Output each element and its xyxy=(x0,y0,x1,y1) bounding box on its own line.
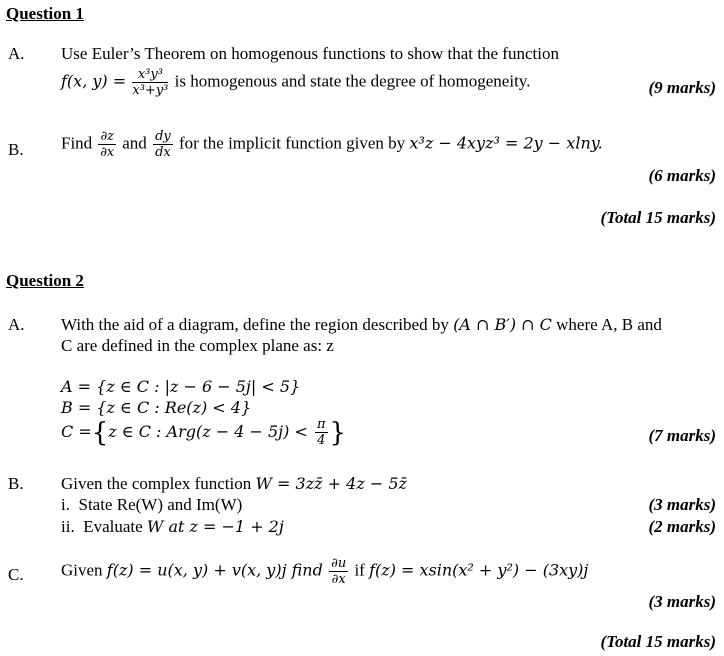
q2-b-item-ii xyxy=(61,518,284,535)
q1-total-marks: (Total 15 marks) xyxy=(600,208,716,227)
q2-a-set-c-fraction xyxy=(315,418,328,447)
q2-b-function: W = 3zz̄ + 4z − 5z̄ xyxy=(255,474,407,493)
q2-c-line xyxy=(61,557,588,586)
q2-a-line1-text: With the aid of a diagram, define the region described by xyxy=(61,315,449,334)
q1-b-frac1-numerator: ∂z xyxy=(100,129,115,144)
q2-b-i-label: i. xyxy=(61,495,70,514)
q2-b-i-marks: (3 marks) xyxy=(648,495,716,514)
q1-b-equation: x³z − 4xyz³ = 2y − xlny. xyxy=(409,133,603,153)
q1-a-fraction-numerator: x³y³ xyxy=(132,68,168,83)
q2-b-line1 xyxy=(61,475,407,492)
q2-c-given: Given xyxy=(61,560,103,580)
q1-part-a-label: A. xyxy=(8,44,25,63)
q2-b-i-text: State Re(W) and Im(W) xyxy=(78,495,243,514)
q1-part-b-label: B. xyxy=(8,140,24,159)
q2-a-marks: (7 marks) xyxy=(648,426,716,445)
q2-a-set-c-frac-denominator: 4 xyxy=(317,433,326,448)
q2-b-ii-math: W at z = −1 + 2j xyxy=(146,517,284,536)
q1-b-fraction-dy-dx xyxy=(153,130,173,159)
q1-b-marks: (6 marks) xyxy=(648,166,716,185)
q1-a-fraction xyxy=(132,68,168,97)
q2-c-frac-denominator: ∂x xyxy=(331,572,346,587)
q2-a-line2: C are defined in the complex plane as: z xyxy=(61,336,334,355)
q1-b-and: and xyxy=(122,133,147,153)
q1-a-marks: (9 marks) xyxy=(648,78,716,97)
q2-b-ii-marks: (2 marks) xyxy=(648,517,716,536)
q2-b-item-i xyxy=(61,496,242,513)
question-1-heading: Question 1 xyxy=(6,4,84,23)
q1-a-line1: Use Euler’s Theorem on homogenous functions to show that the function xyxy=(61,44,559,63)
q2-c-function: f(z) = u(x, y) + v(x, y)j find xyxy=(106,560,323,580)
q2-a-set-c xyxy=(61,418,346,447)
q2-a-set-c-condition: z ∈ C : Arg(z − 4 − 5j) < xyxy=(108,422,308,441)
q2-part-c-label: C. xyxy=(8,565,24,584)
q2-b-line1-text: Given the complex function xyxy=(61,474,252,493)
q2-c-marks: (3 marks) xyxy=(648,592,716,611)
q1-b-find: Find xyxy=(61,133,93,153)
q2-a-set-b: B = {z ∈ C : Re(z) < 4} xyxy=(61,398,252,417)
q2-a-set-c-lhs: C = xyxy=(61,422,92,441)
q2-c-equation: f(z) = xsin(x² + y²) − (3xy)j xyxy=(369,560,589,580)
q1-a-function-lhs: f(x, y) = xyxy=(61,71,127,91)
q1-b-line xyxy=(61,130,603,159)
q1-b-frac2-denominator: dx xyxy=(155,145,171,160)
q1-a-line2-text: is homogenous and state the degree of homogeneity. xyxy=(174,71,531,91)
q1-a-line2 xyxy=(61,68,530,97)
q2-c-if: if xyxy=(354,560,365,580)
q2-a-region-expression: (A ∩ B′) ∩ C xyxy=(453,315,552,334)
q2-c-fraction-du-dx xyxy=(329,557,348,586)
q1-a-fraction-denominator: x³+y³ xyxy=(132,83,169,98)
q2-a-set-c-close-brace: } xyxy=(329,418,347,448)
q2-b-ii-label: ii. xyxy=(61,517,75,536)
question-2-heading: Question 2 xyxy=(6,271,84,290)
q2-a-set-a: A = {z ∈ C : |z − 6 − 5j| < 5} xyxy=(61,377,301,396)
q1-b-frac2-numerator: dy xyxy=(155,129,171,144)
q2-a-set-c-open-brace: { xyxy=(91,418,109,448)
q2-a-line1 xyxy=(61,316,662,333)
q2-total-marks: (Total 15 marks) xyxy=(600,632,716,651)
q1-b-fraction-dz-dx xyxy=(98,130,116,159)
q1-b-text: for the implicit function given by xyxy=(178,133,406,153)
q2-part-a-label: A. xyxy=(8,315,25,334)
q2-b-ii-text: Evaluate xyxy=(83,517,143,536)
q2-a-line1-end: where A, B and xyxy=(556,315,662,334)
q2-c-frac-numerator: ∂u xyxy=(331,556,347,571)
q2-a-set-c-frac-numerator: π xyxy=(316,417,326,432)
q2-part-b-label: B. xyxy=(8,474,24,493)
q1-b-frac1-denominator: ∂x xyxy=(100,145,115,160)
